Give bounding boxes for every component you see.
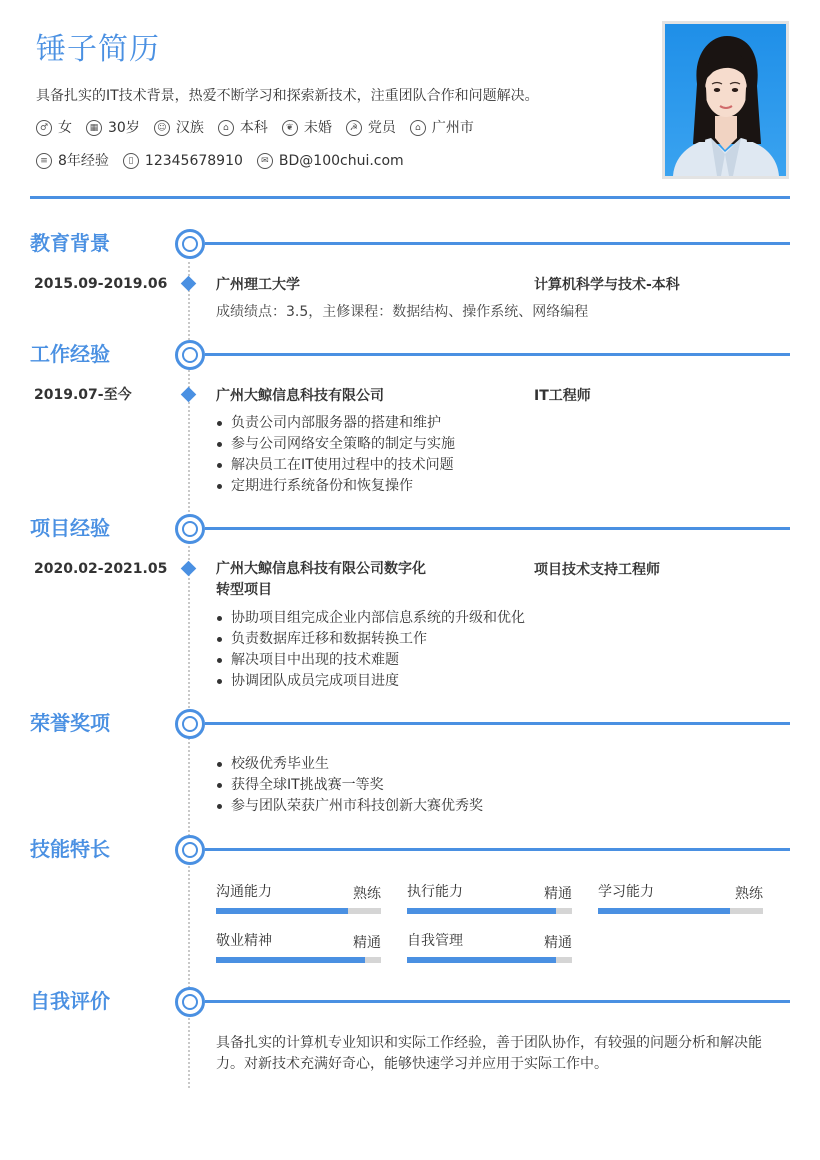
section-title-education: 教育背景	[30, 231, 110, 255]
skill-bar-track	[216, 957, 381, 963]
section-ring-icon	[175, 514, 205, 544]
section-ring-icon	[175, 709, 205, 739]
skill-level: 精通	[544, 935, 572, 951]
section-divider	[205, 353, 790, 356]
party-icon: ☭	[346, 120, 362, 136]
calendar-icon: ▦	[86, 120, 102, 136]
info-gender	[36, 118, 72, 138]
skill-bar-track	[407, 957, 572, 963]
skill-bar-fill	[216, 908, 348, 914]
location-icon: ⌂	[410, 120, 426, 136]
resume-name: 锤子简历	[36, 32, 160, 67]
skill-name: 敬业精神	[216, 933, 272, 949]
skill-item	[407, 882, 572, 918]
project-name-line2: 转型项目	[216, 582, 272, 598]
education-school: 广州理工大学	[216, 277, 300, 293]
skill-bar-track	[407, 908, 572, 914]
education-icon: ⌂	[218, 120, 234, 136]
header-divider	[30, 196, 790, 199]
info-education	[218, 118, 268, 138]
ethnicity-icon: ☺	[154, 120, 170, 136]
skill-level: 精通	[353, 935, 381, 951]
section-divider	[205, 1000, 790, 1003]
skill-name: 自我管理	[407, 933, 463, 949]
skill-item	[407, 931, 572, 967]
section-title-self-eval: 自我评价	[30, 989, 110, 1013]
section-title-work: 工作经验	[30, 342, 110, 366]
work-bullets	[216, 413, 455, 497]
info-age	[86, 118, 140, 138]
section-ring-icon	[175, 229, 205, 259]
list-item: 协助项目组完成企业内部信息系统的升级和优化	[216, 608, 525, 629]
resume-summary: 具备扎实的IT技术背景，热爱不断学习和探索新技术，注重团队合作和问题解决。	[36, 88, 539, 104]
skill-item	[216, 882, 381, 918]
info-education-text: 本科	[239, 120, 268, 136]
skill-level: 精通	[544, 886, 572, 902]
self-eval-text: 具备扎实的计算机专业知识和实际工作经验，善于团队协作，有较强的问题分析和解决能力。对新技术充满好奇心，能够快速学习并应用于实际工作中。	[216, 1035, 762, 1072]
section-title-honors: 荣誉奖项	[30, 711, 110, 735]
list-item: 负责公司内部服务器的搭建和维护	[216, 413, 455, 434]
list-item: 解决员工在IT使用过程中的技术问题	[216, 455, 455, 476]
section-title-skills: 技能特长	[30, 837, 110, 861]
profile-photo	[662, 21, 789, 179]
skill-level: 熟练	[353, 886, 381, 902]
project-bullets	[216, 608, 525, 692]
project-name	[216, 559, 516, 601]
info-party	[346, 118, 396, 138]
info-age-text: 30岁	[108, 120, 140, 136]
personal-info-row	[36, 118, 488, 138]
email-icon: ✉	[257, 153, 273, 169]
info-gender-text: 女	[58, 120, 72, 136]
section-divider	[205, 527, 790, 530]
section-ring-icon	[175, 835, 205, 865]
info-ethnicity-text: 汉族	[175, 120, 204, 136]
work-date: 2019.07-至今	[34, 387, 132, 403]
info-ethnicity	[154, 118, 204, 138]
list-item: 参与团队荣获广州市科技创新大赛优秀奖	[216, 796, 483, 817]
skill-item	[216, 931, 381, 967]
list-item: 定期进行系统备份和恢复操作	[216, 476, 455, 497]
list-item: 校级优秀毕业生	[216, 754, 483, 775]
info-location	[410, 118, 474, 138]
gender-icon: ♂	[36, 120, 52, 136]
info-experience	[36, 151, 109, 171]
project-name-line1: 广州大鲸信息科技有限公司数字化	[216, 561, 426, 577]
skill-bar-fill	[407, 957, 556, 963]
section-ring-icon	[175, 340, 205, 370]
info-marital	[282, 118, 332, 138]
education-date: 2015.09-2019.06	[34, 276, 168, 292]
skill-name: 沟通能力	[216, 884, 272, 900]
skill-name: 学习能力	[598, 884, 654, 900]
section-ring-icon	[175, 987, 205, 1017]
education-major: 计算机科学与技术-本科	[534, 277, 680, 293]
info-email-text[interactable]: BD@100chui.com	[278, 153, 404, 169]
section-divider	[205, 242, 790, 245]
skill-bar-track	[216, 908, 381, 914]
info-experience-text: 8年经验	[58, 153, 109, 169]
skill-name: 执行能力	[407, 884, 463, 900]
info-phone	[123, 151, 243, 171]
info-location-text: 广州市	[431, 120, 474, 136]
skill-bar-fill	[216, 957, 365, 963]
section-title-project: 项目经验	[30, 516, 110, 540]
skill-bar-fill	[407, 908, 556, 914]
phone-icon: ▯	[123, 153, 139, 169]
project-role: 项目技术支持工程师	[534, 562, 660, 578]
skill-bar-track	[598, 908, 763, 914]
project-date: 2020.02-2021.05	[34, 561, 168, 577]
timeline-diamond-icon	[181, 561, 197, 577]
skill-level: 熟练	[735, 886, 763, 902]
info-marital-text: 未婚	[303, 120, 332, 136]
list-item: 解决项目中出现的技术难题	[216, 650, 525, 671]
experience-icon: ≡	[36, 153, 52, 169]
section-divider	[205, 722, 790, 725]
work-role: IT工程师	[534, 388, 591, 404]
work-company: 广州大鲸信息科技有限公司	[216, 388, 384, 404]
info-email[interactable]	[257, 151, 404, 171]
skill-item	[598, 882, 763, 918]
list-item: 协调团队成员完成项目进度	[216, 671, 525, 692]
contact-info-row	[36, 151, 418, 171]
marital-icon: ❦	[282, 120, 298, 136]
education-desc: 成绩绩点：3.5，主修课程：数据结构、操作系统、网络编程	[216, 304, 589, 320]
info-phone-text: 12345678910	[144, 153, 243, 169]
list-item: 负责数据库迁移和数据转换工作	[216, 629, 525, 650]
list-item: 参与公司网络安全策略的制定与实施	[216, 434, 455, 455]
section-divider	[205, 848, 790, 851]
honors-bullets	[216, 754, 483, 817]
timeline-diamond-icon	[181, 276, 197, 292]
info-party-text: 党员	[367, 120, 396, 136]
skill-bar-fill	[598, 908, 730, 914]
portrait-illustration	[665, 24, 786, 176]
timeline-diamond-icon	[181, 387, 197, 403]
list-item: 获得全球IT挑战赛一等奖	[216, 775, 483, 796]
